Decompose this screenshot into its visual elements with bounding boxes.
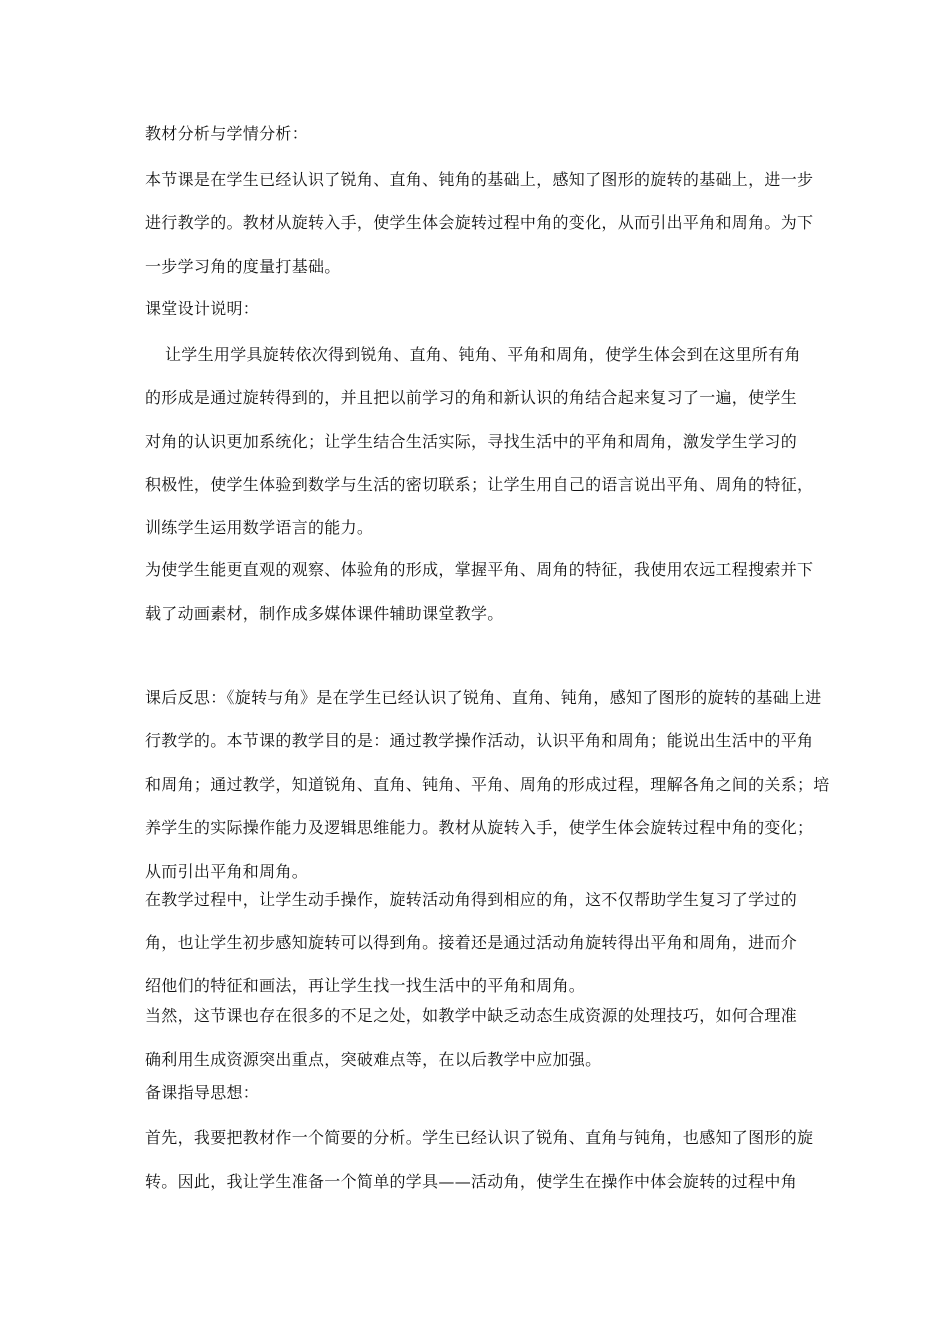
paragraph-line-reflection: 课后反思：《旋转与角》是在学生已经认识了锐角、直角、钝角，感知了图形的旋转的基础上进	[145, 688, 822, 707]
heading-lesson-guidance: 备课指导思想：	[145, 1083, 260, 1102]
paragraph-line: 角，也让学生初步感知旋转可以得到角。接着还是通过活动角旋转得出平角和周角，进而介	[145, 933, 798, 952]
paragraph-line: 转。因此，我让学生准备一个简单的学具——活动角，使学生在操作中体会旋转的过程中角	[145, 1172, 798, 1191]
paragraph-line: 积极性，使学生体验到数学与生活的密切联系；让学生用自己的语言说出平角、周角的特征，	[145, 475, 814, 494]
paragraph-line: 和周角；通过教学，知道锐角、直角、钝角、平角、周角的形成过程，理解各角之间的关系；培	[145, 775, 830, 794]
paragraph-line: 本节课是在学生已经认识了锐角、直角、钝角的基础上，感知了图形的旋转的基础上，进一步	[145, 170, 814, 189]
paragraph-line: 进行教学的。教材从旋转入手，使学生体会旋转过程中角的变化，从而引出平角和周角。为下	[145, 213, 814, 232]
paragraph-line: 当然，这节课也存在很多的不足之处，如教学中缺乏动态生成资源的处理技巧，如何合理准	[145, 1006, 798, 1025]
paragraph-line: 绍他们的特征和画法，再让学生找一找生活中的平角和周角。	[145, 976, 586, 995]
paragraph-line: 一步学习角的度量打基础。	[145, 257, 341, 276]
heading-textbook-analysis: 教材分析与学情分析：	[145, 124, 309, 143]
paragraph-line: 养学生的实际操作能力及逻辑思维能力。教材从旋转入手，使学生体会旋转过程中角的变化；	[145, 818, 814, 837]
paragraph-line: 在教学过程中，让学生动手操作，旋转活动角得到相应的角，这不仅帮助学生复习了学过的	[145, 890, 798, 909]
paragraph-line: 让学生用学具旋转依次得到锐角、直角、钝角、平角和周角，使学生体会到在这里所有角	[165, 345, 801, 364]
paragraph-line: 的形成是通过旋转得到的，并且把以前学习的角和新认识的角结合起来复习了一遍，使学生	[145, 388, 798, 407]
paragraph-line: 从而引出平角和周角。	[145, 862, 309, 881]
paragraph-line: 训练学生运用数学语言的能力。	[145, 518, 374, 537]
paragraph-line: 确利用生成资源突出重点，突破难点等，在以后教学中应加强。	[145, 1050, 602, 1069]
paragraph-line: 载了动画素材，制作成多媒体课件辅助课堂教学。	[145, 604, 504, 623]
heading-class-design: 课堂设计说明：	[145, 299, 260, 318]
paragraph-line: 行教学的。本节课的教学目的是：通过教学操作活动，认识平角和周角；能说出生活中的平角	[145, 731, 814, 750]
paragraph-line: 为使学生能更直观的观察、体验角的形成，掌握平角、周角的特征，我使用农远工程搜索并下	[145, 560, 814, 579]
paragraph-line: 对角的认识更加系统化；让学生结合生活实际，寻找生活中的平角和周角，激发学生学习的	[145, 432, 798, 451]
paragraph-line: 首先，我要把教材作一个简要的分析。学生已经认识了锐角、直角与钝角，也感知了图形的旋	[145, 1128, 814, 1147]
